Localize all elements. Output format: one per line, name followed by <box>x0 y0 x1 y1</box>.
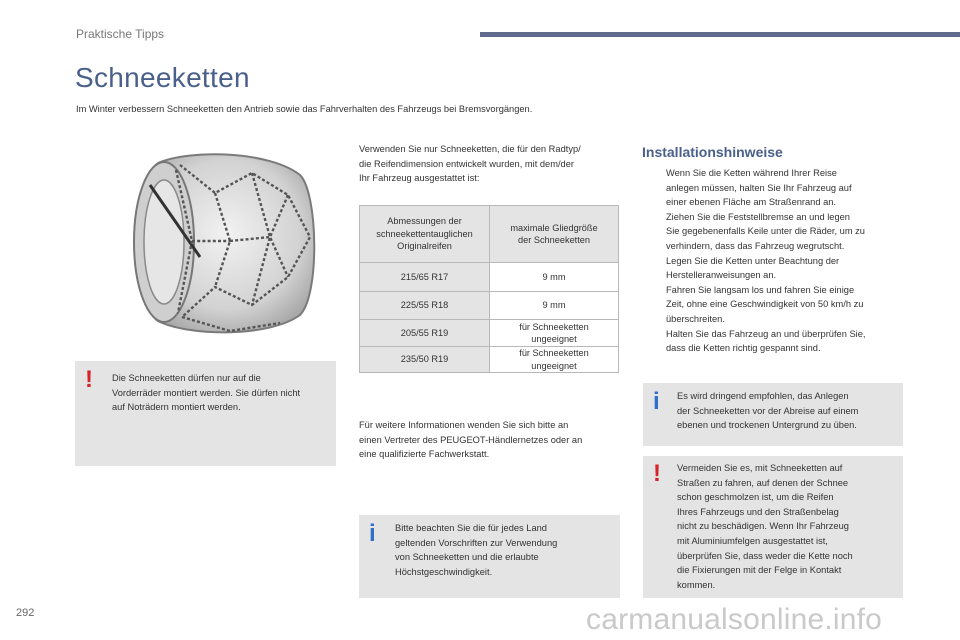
table-row <box>360 320 619 347</box>
table-cell-value: 9 mm <box>490 292 619 320</box>
table-cell-dimension: 225/55 R18 <box>360 292 490 320</box>
warning-icon: ! <box>85 366 93 393</box>
table-cell-dimension: 235/50 R19 <box>360 347 490 373</box>
tire-shape <box>134 154 314 332</box>
table-cell-value: für Schneeketten ungeeignet <box>490 320 619 347</box>
list-item: Fahren Sie langsam los und fahren Sie einige Zeit, ohne eine Geschwindigkeit von 50 km/h zu überschreiten. <box>666 284 864 324</box>
section-label: Praktische Tipps <box>76 27 165 41</box>
watermark: carmanualsonline.info <box>586 603 883 636</box>
practice-info-box <box>643 383 903 446</box>
list-item: Halten Sie das Fahrzeug an und überprüfen Sie, dass die Ketten richtig gespannt sind. <box>666 328 866 354</box>
installation-heading: Installationshinweise <box>642 144 783 160</box>
snow-chain-tire-illustration <box>120 145 320 340</box>
melted-snow-warning-box <box>643 456 903 598</box>
intro-text: Im Winter verbessern Schneeketten den Antrieb sowie das Fahrverhalten des Fahrzeugs bei Bremsvorgängen. <box>76 104 533 114</box>
table-row <box>360 347 619 373</box>
table-cell-dimension: 215/65 R17 <box>360 263 490 292</box>
page-number: 292 <box>16 607 35 619</box>
info-text: Bitte beachten Sie die für jedes Land geltenden Vorschriften zur Verwendung von Schneeketten und die erlaubte Höchstgeschwindigkeit. <box>395 523 558 577</box>
warning-text: Die Schneeketten dürfen nur auf die Vorderräder montiert werden. Sie dürfen nicht auf Noträdern montiert werden. <box>112 373 301 413</box>
chain-usage-intro: Verwenden Sie nur Schneeketten, die für den Radtyp/ die Reifendimension entwickelt wurden, mit dem/der Ihr Fahrzeug ausgestattet ist: <box>359 144 581 184</box>
further-info-text: Für weitere Informationen wenden Sie sich bitte an einen Vertreter des PEUGEOT-Händlernetzes oder an eine qualifizierte Fachwerkstatt. <box>359 420 583 460</box>
list-item: Ziehen Sie die Feststellbremse an und legen Sie gegebenenfalls Keile unter die Räder, um zu verhindern, dass das Fahrzeug wegrutscht. <box>666 211 865 251</box>
warning-text: Vermeiden Sie es, mit Schneeketten auf Straßen zu fahren, auf denen der Schnee schon geschmolzen ist, um die Reifen Ihres Fahrzeugs und den Straßenbelag nicht zu beschädigen. Wenn Ihr Fahrzeug mit Aluminiumfelgen ausgestattet ist, überprüfen Sie, dass weder die Kette noch die Fixierungen mit der Felge in Kontakt kommen. <box>677 463 853 590</box>
table-cell-value: für Schneeketten ungeeignet <box>490 347 619 373</box>
info-icon: i <box>369 520 376 547</box>
table-cell-value: 9 mm <box>490 263 619 292</box>
table-header-row <box>360 206 619 263</box>
installation-steps <box>642 166 904 356</box>
warning-icon: ! <box>653 460 661 487</box>
info-text: Es wird dringend empfohlen, das Anlegen der Schneeketten vor der Abreise auf einem ebenen und trockenen Untergrund zu üben. <box>677 391 859 431</box>
chain-spec-table <box>359 205 619 373</box>
front-wheels-warning-box <box>75 361 336 466</box>
info-icon: i <box>653 388 660 415</box>
table-cell-dimension: 205/55 R19 <box>360 320 490 347</box>
country-regulations-info-box <box>359 515 620 598</box>
table-header-dimensions: Abmessungen der schneekettentauglichen Originalreifen <box>360 206 490 263</box>
list-item: Wenn Sie die Ketten während Ihrer Reise anlegen müssen, halten Sie Ihr Fahrzeug auf einer ebenen Fläche am Straßenrand an. <box>666 168 852 208</box>
table-header-max-link-size: maximale Gliedgröße der Schneeketten <box>490 206 619 263</box>
page-title: Schneeketten <box>75 62 250 93</box>
table-row <box>360 292 619 320</box>
list-item: Legen Sie die Ketten unter Beachtung der Herstelleranweisungen an. <box>666 255 840 281</box>
table-row <box>360 263 619 292</box>
header-bar <box>480 32 960 37</box>
